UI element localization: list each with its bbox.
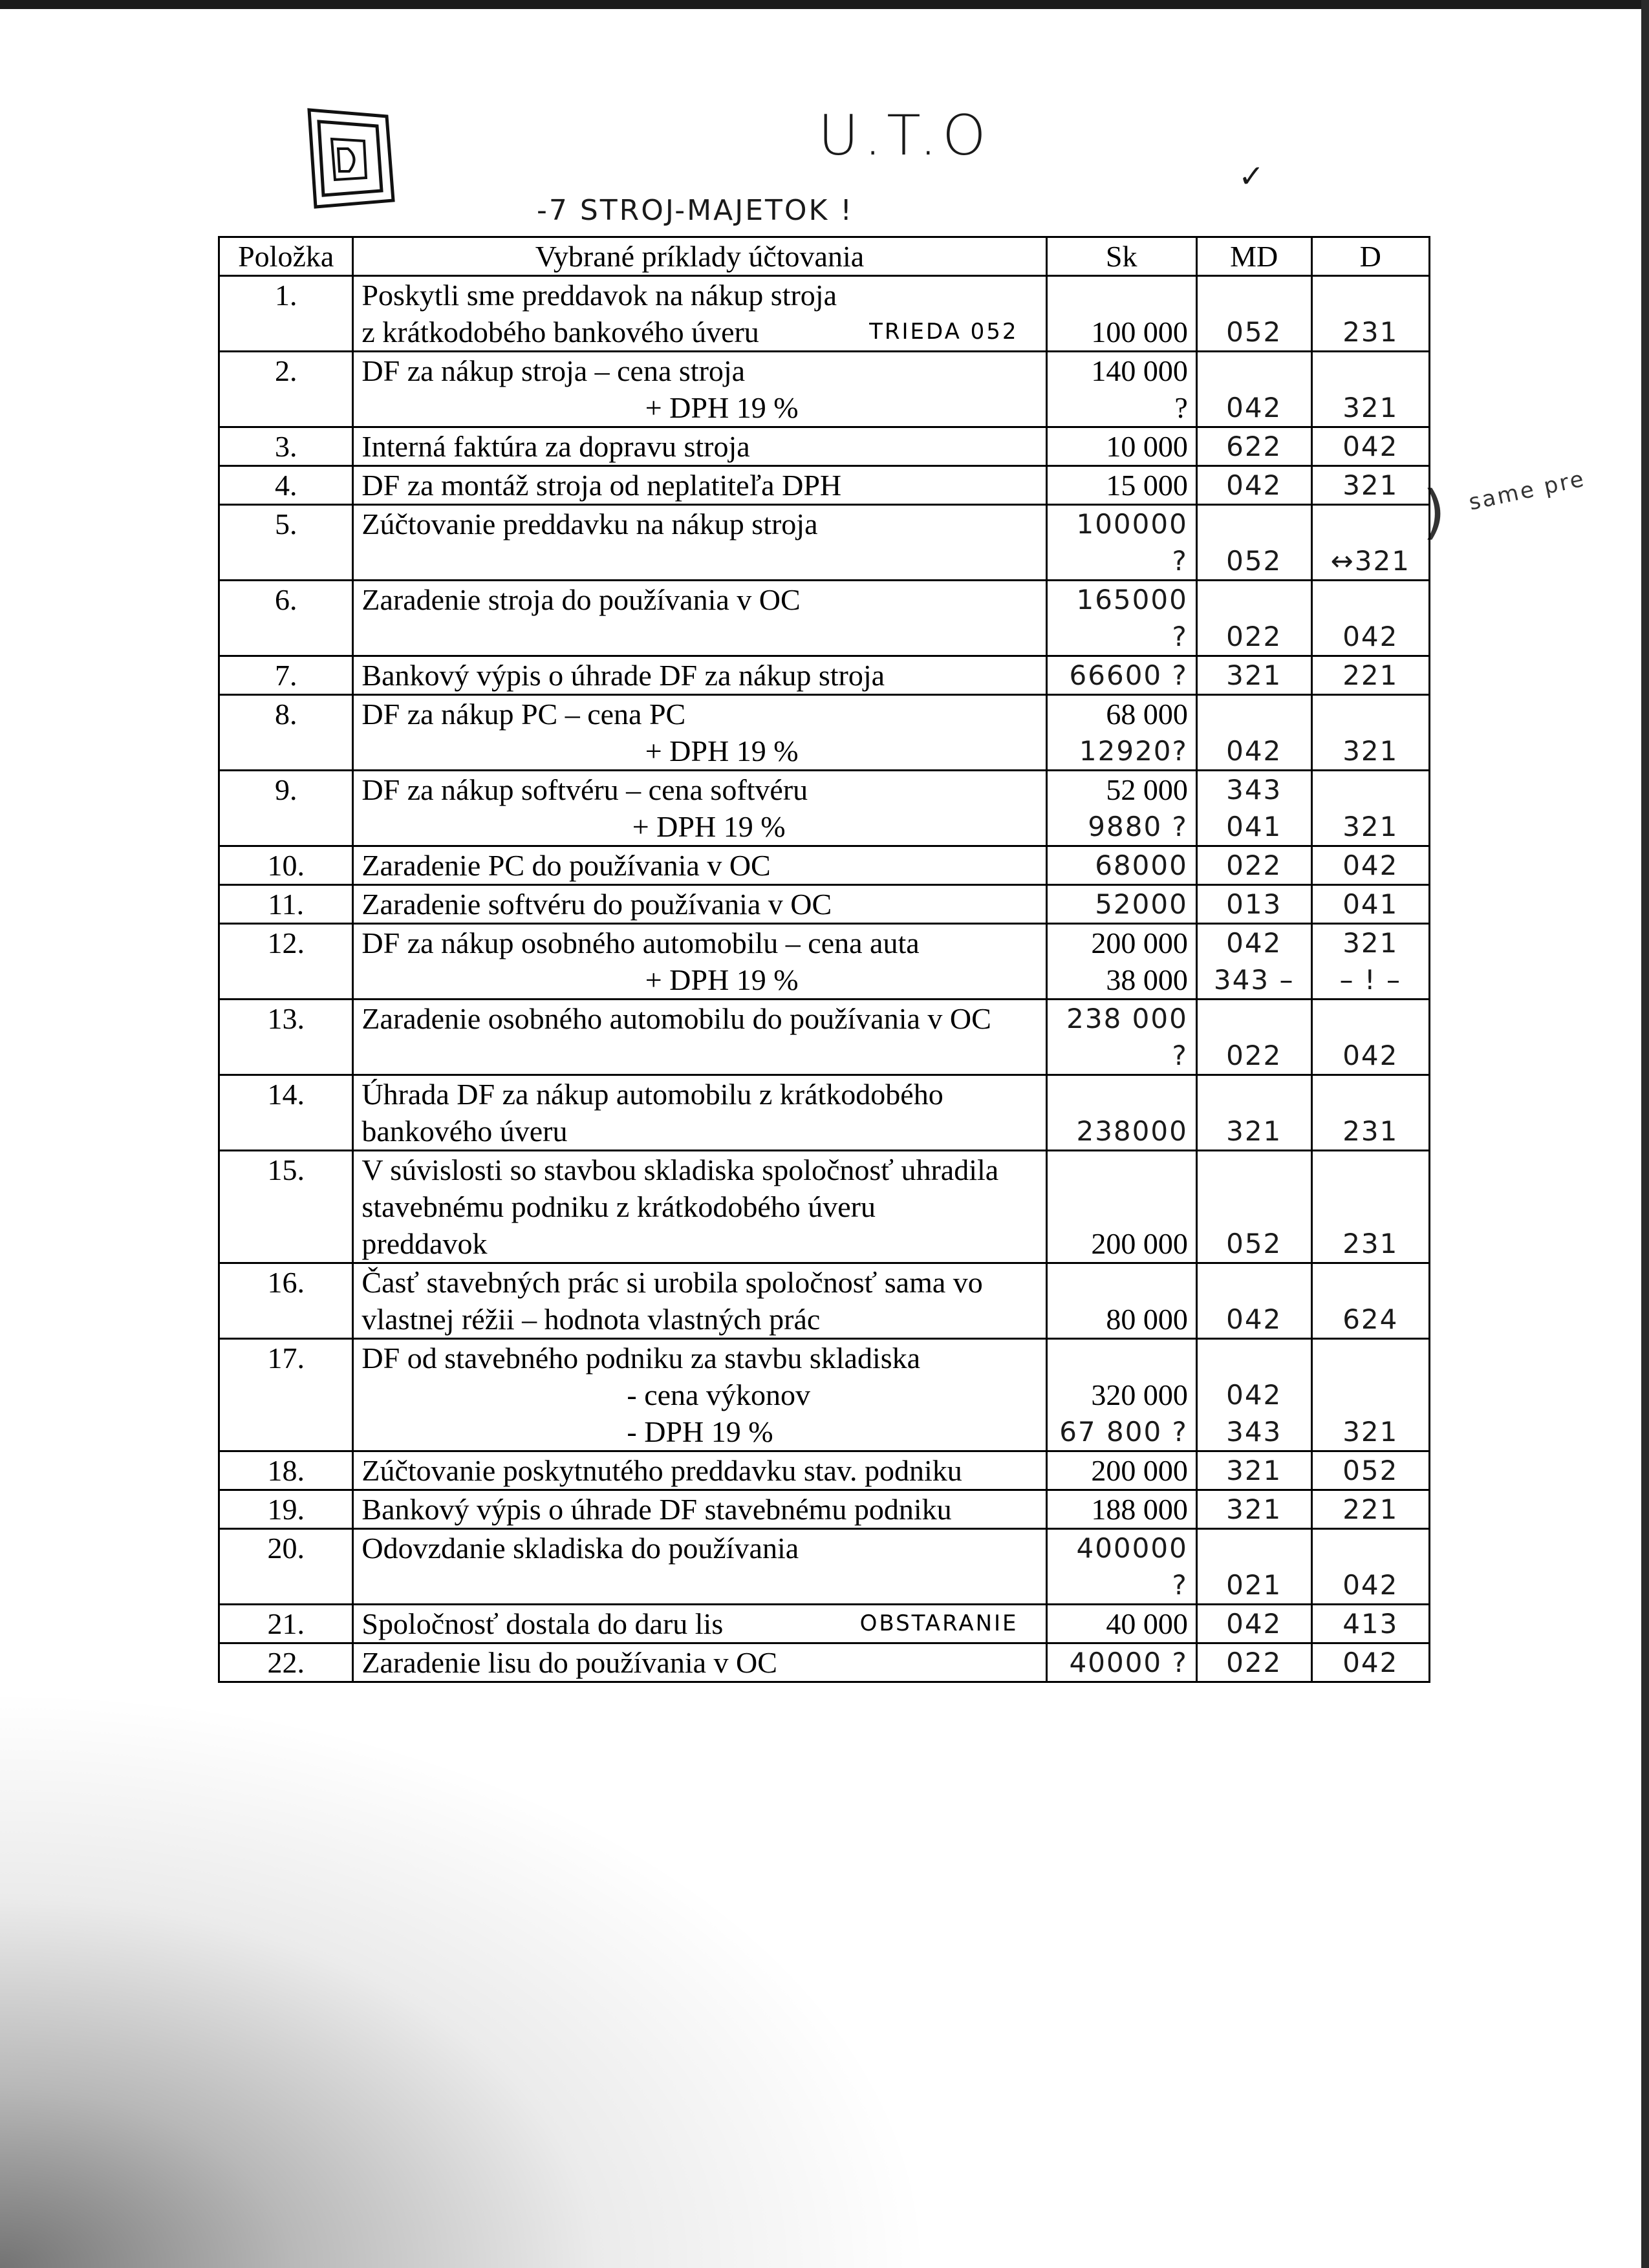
row-number: 7.: [219, 656, 353, 695]
table-body: [219, 276, 1430, 1682]
col-header-polozka: Položka: [219, 237, 353, 276]
md-value: 052: [1226, 545, 1282, 577]
row-description: [353, 924, 1046, 1000]
row-description: [353, 352, 1046, 427]
cell-md: [1196, 505, 1311, 581]
cell-d: [1311, 1451, 1429, 1490]
description-line: Zaradenie lisu do používania v OC: [361, 1646, 777, 1679]
md-value: 052: [1226, 1228, 1282, 1259]
cell-d: [1311, 1643, 1429, 1682]
cell-sk: [1046, 466, 1196, 505]
row-number: 8.: [219, 695, 353, 771]
scan-noise: [0, 1686, 938, 2268]
table-row: [219, 427, 1430, 466]
cell-md: [1196, 924, 1311, 1000]
d-value: ↔321: [1330, 545, 1410, 577]
description-line: DF od stavebného podniku za stavbu skladiska: [361, 1342, 921, 1375]
d-value: 042: [1342, 621, 1399, 652]
col-header-d: D: [1311, 237, 1429, 276]
cell-md: [1196, 276, 1311, 352]
cell-md: [1196, 1529, 1311, 1605]
description-line: Zúčtovanie preddavku na nákup stroja: [361, 508, 818, 540]
description-line: + DPH 19 %: [645, 391, 799, 424]
d-value: 042: [1342, 431, 1399, 462]
row-number: 22.: [219, 1643, 353, 1682]
description-line: DF za montáž stroja od neplatiteľa DPH: [361, 469, 842, 502]
row-number: 10.: [219, 846, 353, 885]
sk-value: 320 000: [1091, 1378, 1188, 1411]
cell-sk: [1046, 771, 1196, 846]
table-row: [219, 1000, 1430, 1075]
cell-d: [1311, 1490, 1429, 1529]
cell-md: [1196, 1151, 1311, 1263]
md-value: 022: [1226, 1647, 1282, 1678]
side-bracket: ): [1423, 478, 1448, 546]
description-line: Poskytli sme preddavok na nákup stroja: [361, 279, 837, 312]
description-line: Zaradenie osobného automobilu do používania v OC: [361, 1002, 991, 1035]
d-value: 624: [1342, 1303, 1399, 1335]
cell-md: [1196, 581, 1311, 656]
description-line: - cena výkonov: [627, 1378, 810, 1411]
cell-d: [1311, 427, 1429, 466]
sk-value: 68000: [1095, 850, 1188, 881]
d-value: 052: [1342, 1455, 1399, 1486]
description-line: Bankový výpis o úhrade DF za nákup stroja: [361, 659, 885, 692]
description-line: [361, 314, 1037, 350]
d-value: 042: [1342, 850, 1399, 881]
d-value: 321: [1342, 735, 1399, 767]
cell-sk: [1046, 1151, 1196, 1263]
row-number: 9.: [219, 771, 353, 846]
md-value: 042: [1226, 1608, 1282, 1640]
accounting-table: [218, 236, 1430, 1683]
description-line: vlastnej réžii – hodnota vlastných prác: [361, 1303, 821, 1336]
handwritten-note: OBSTARANIE: [859, 1610, 1018, 1636]
d-value: 231: [1342, 1115, 1399, 1147]
md-value: 343 –: [1213, 964, 1295, 996]
sk-value: 200 000: [1091, 926, 1188, 959]
cell-d: [1311, 846, 1429, 885]
d-value: 321: [1342, 392, 1399, 423]
cell-md: [1196, 466, 1311, 505]
scan-edge-right: [1641, 0, 1649, 2268]
sk-value: 40000 ?: [1069, 1647, 1188, 1678]
cell-d: [1311, 352, 1429, 427]
table-row: [219, 1151, 1430, 1263]
cell-sk: [1046, 1605, 1196, 1643]
d-value: 321: [1342, 811, 1399, 842]
md-value: 022: [1226, 621, 1282, 652]
row-number: 18.: [219, 1451, 353, 1490]
md-value: 042: [1226, 469, 1282, 501]
md-value: 321: [1226, 659, 1282, 691]
cell-sk: [1046, 1451, 1196, 1490]
table-row: [219, 1643, 1430, 1682]
row-description: [353, 656, 1046, 695]
row-description: [353, 276, 1046, 352]
sk-value: 400000 ?: [1076, 1532, 1188, 1601]
sk-value: 52000: [1095, 888, 1188, 920]
table-row: [219, 466, 1430, 505]
row-number: 15.: [219, 1151, 353, 1263]
cell-d: [1311, 1151, 1429, 1263]
d-value: 042: [1342, 1569, 1399, 1601]
md-value: 343: [1226, 774, 1282, 806]
md-value: 343: [1226, 1416, 1282, 1448]
sk-value: 15 000: [1106, 469, 1188, 502]
cell-md: [1196, 352, 1311, 427]
cell-sk: [1046, 924, 1196, 1000]
row-description: [353, 1451, 1046, 1490]
row-description: [353, 1075, 1046, 1151]
md-value: 022: [1226, 1040, 1282, 1071]
description-text: z krátkodobého bankového úveru: [361, 316, 759, 348]
table-row: [219, 1339, 1430, 1451]
table-row: [219, 352, 1430, 427]
cell-d: [1311, 466, 1429, 505]
table-row: [219, 1490, 1430, 1529]
description-line: Interná faktúra za dopravu stroja: [361, 430, 750, 463]
cell-d: [1311, 885, 1429, 924]
table-row: [219, 924, 1430, 1000]
description-line: Bankový výpis o úhrade DF stavebnému podniku: [361, 1493, 952, 1526]
row-description: [353, 846, 1046, 885]
d-value: 321: [1342, 927, 1399, 959]
description-line: Časť stavebných prác si urobila spoločnosť sama vo: [361, 1266, 983, 1299]
description-text: Spoločnosť dostala do daru lis: [361, 1607, 724, 1640]
row-description: [353, 885, 1046, 924]
cell-md: [1196, 695, 1311, 771]
row-number: 3.: [219, 427, 353, 466]
row-number: 11.: [219, 885, 353, 924]
row-description: [353, 1339, 1046, 1451]
description-line: DF za nákup osobného automobilu – cena auta: [361, 926, 920, 959]
top-note: -7 STROJ-MAJETOK !: [537, 194, 854, 227]
cell-d: [1311, 771, 1429, 846]
row-description: [353, 1605, 1046, 1643]
row-description: [353, 505, 1046, 581]
sk-value: 80 000: [1106, 1303, 1188, 1336]
description-line: + DPH 19 %: [632, 810, 786, 843]
row-description: [353, 1151, 1046, 1263]
md-value: 042: [1226, 1379, 1282, 1411]
cell-md: [1196, 1451, 1311, 1490]
page-title: U.T.O: [818, 103, 991, 168]
d-value: 413: [1342, 1608, 1399, 1640]
cell-sk: [1046, 427, 1196, 466]
row-number: 5.: [219, 505, 353, 581]
description-line: preddavok: [361, 1227, 488, 1260]
cell-sk: [1046, 581, 1196, 656]
cell-md: [1196, 427, 1311, 466]
table-row: [219, 581, 1430, 656]
table-row: [219, 656, 1430, 695]
md-value: 042: [1226, 927, 1282, 959]
cell-sk: [1046, 1643, 1196, 1682]
cell-d: [1311, 581, 1429, 656]
row-number: 13.: [219, 1000, 353, 1075]
md-value: 321: [1226, 1455, 1282, 1486]
sk-value: 238 000 ?: [1066, 1003, 1188, 1071]
scan-edge-top: [0, 0, 1649, 9]
sk-value: 9880 ?: [1088, 811, 1188, 842]
row-description: [353, 1529, 1046, 1605]
row-number: 1.: [219, 276, 353, 352]
table-row: [219, 1605, 1430, 1643]
md-value: 321: [1226, 1115, 1282, 1147]
d-value: 221: [1342, 659, 1399, 691]
description-line: Zaradenie softvéru do používania v OC: [361, 888, 832, 921]
row-description: [353, 1643, 1046, 1682]
cell-d: [1311, 695, 1429, 771]
table-row: [219, 1529, 1430, 1605]
d-value: 231: [1342, 316, 1399, 348]
cell-sk: [1046, 276, 1196, 352]
cell-md: [1196, 1075, 1311, 1151]
cell-md: [1196, 846, 1311, 885]
description-line: bankového úveru: [361, 1115, 568, 1148]
row-number: 20.: [219, 1529, 353, 1605]
d-value: 042: [1342, 1040, 1399, 1071]
cell-sk: [1046, 695, 1196, 771]
row-number: 2.: [219, 352, 353, 427]
row-description: [353, 695, 1046, 771]
table-row: [219, 695, 1430, 771]
sk-value: 100000 ?: [1076, 508, 1188, 577]
cell-sk: [1046, 352, 1196, 427]
row-description: [353, 1490, 1046, 1529]
d-value: 041: [1342, 888, 1399, 920]
sk-value: 200 000: [1091, 1454, 1188, 1487]
sk-value: 68 000: [1106, 698, 1188, 731]
table-row: [219, 846, 1430, 885]
description-line: V súvislosti so stavbou skladiska spoločnosť uhradila: [361, 1153, 999, 1186]
row-description: [353, 466, 1046, 505]
sk-value: 52 000: [1106, 773, 1188, 806]
sk-value: 100 000: [1091, 316, 1188, 348]
sk-value: 66600 ?: [1069, 659, 1188, 691]
col-header-md: MD: [1196, 237, 1311, 276]
table-row: [219, 505, 1430, 581]
cell-md: [1196, 1490, 1311, 1529]
row-number: 21.: [219, 1605, 353, 1643]
description-line: - DPH 19 %: [627, 1415, 773, 1448]
cell-sk: [1046, 1339, 1196, 1451]
cell-sk: [1046, 1263, 1196, 1339]
row-number: 14.: [219, 1075, 353, 1151]
cell-sk: [1046, 1490, 1196, 1529]
cell-d: [1311, 1000, 1429, 1075]
md-value: 042: [1226, 1303, 1282, 1335]
sk-value: 12920?: [1079, 735, 1188, 767]
side-note: same pre: [1466, 465, 1588, 516]
row-description: [353, 427, 1046, 466]
cell-md: [1196, 1263, 1311, 1339]
cell-sk: [1046, 846, 1196, 885]
md-value: 042: [1226, 392, 1282, 423]
d-value: – ! –: [1339, 964, 1402, 996]
cell-sk: [1046, 1075, 1196, 1151]
row-number: 6.: [219, 581, 353, 656]
d-logo-sketch: [303, 103, 400, 213]
md-value: 013: [1226, 888, 1282, 920]
handwritten-note: TRIEDA 052: [869, 319, 1018, 345]
cell-md: [1196, 1605, 1311, 1643]
sk-value: 200 000: [1091, 1227, 1188, 1260]
cell-sk: [1046, 1000, 1196, 1075]
cell-sk: [1046, 656, 1196, 695]
sk-value: 188 000: [1091, 1493, 1188, 1526]
description-line: stavebnému podniku z krátkodobého úveru: [361, 1190, 876, 1223]
table-row: [219, 1451, 1430, 1490]
table-row: [219, 276, 1430, 352]
sk-value: 38 000: [1106, 963, 1188, 996]
table-row: [219, 885, 1430, 924]
description-line: DF za nákup PC – cena PC: [361, 698, 686, 731]
cell-d: [1311, 1605, 1429, 1643]
row-number: 16.: [219, 1263, 353, 1339]
description-line: Odovzdanie skladiska do používania: [361, 1532, 799, 1565]
description-line: Zúčtovanie poskytnutého preddavku stav. podniku: [361, 1454, 962, 1487]
row-number: 12.: [219, 924, 353, 1000]
sk-value: 10 000: [1106, 430, 1188, 463]
md-value: 022: [1226, 850, 1282, 881]
sk-value: 238000: [1076, 1115, 1188, 1147]
cell-d: [1311, 276, 1429, 352]
description-line: Úhrada DF za nákup automobilu z krátkodobého: [361, 1078, 943, 1111]
cell-sk: [1046, 1529, 1196, 1605]
cell-sk: [1046, 885, 1196, 924]
cell-md: [1196, 1339, 1311, 1451]
sk-value: 67 800 ?: [1059, 1416, 1188, 1448]
description-line: DF za nákup softvéru – cena softvéru: [361, 773, 808, 806]
md-value: 622: [1226, 431, 1282, 462]
sk-value: 40 000: [1106, 1607, 1188, 1640]
table-header-row: [219, 237, 1430, 276]
row-description: [353, 1000, 1046, 1075]
d-value: 221: [1342, 1493, 1399, 1525]
description-line: Zaradenie stroja do používania v OC: [361, 583, 801, 616]
description-line: [361, 1605, 1037, 1642]
col-header-sk: Sk: [1046, 237, 1196, 276]
md-value: 052: [1226, 316, 1282, 348]
md-value: 041: [1226, 811, 1282, 842]
row-number: 17.: [219, 1339, 353, 1451]
cell-d: [1311, 1263, 1429, 1339]
d-value: 231: [1342, 1228, 1399, 1259]
description-line: + DPH 19 %: [645, 963, 799, 996]
description-line: + DPH 19 %: [645, 734, 799, 767]
sk-value: 165000 ?: [1076, 584, 1188, 652]
cell-d: [1311, 505, 1429, 581]
cell-md: [1196, 656, 1311, 695]
row-number: 19.: [219, 1490, 353, 1529]
cell-md: [1196, 1643, 1311, 1682]
cell-d: [1311, 924, 1429, 1000]
d-value: 321: [1342, 469, 1399, 501]
cell-md: [1196, 1000, 1311, 1075]
row-number: 4.: [219, 466, 353, 505]
d-value: 042: [1342, 1647, 1399, 1678]
table-row: [219, 1263, 1430, 1339]
row-description: [353, 771, 1046, 846]
description-line: Zaradenie PC do používania v OC: [361, 849, 771, 882]
d-value: 321: [1342, 1416, 1399, 1448]
cell-d: [1311, 656, 1429, 695]
col-header-description: Vybrané príklady účtovania: [353, 237, 1046, 276]
row-description: [353, 581, 1046, 656]
sk-value: 140 000: [1091, 354, 1188, 387]
cell-md: [1196, 771, 1311, 846]
check-mark: ✓: [1238, 158, 1267, 195]
description-line: DF za nákup stroja – cena stroja: [361, 354, 746, 387]
table-row: [219, 771, 1430, 846]
md-value: 042: [1226, 735, 1282, 767]
row-description: [353, 1263, 1046, 1339]
cell-d: [1311, 1075, 1429, 1151]
md-value: 321: [1226, 1493, 1282, 1525]
sk-value: ?: [1174, 391, 1188, 424]
cell-d: [1311, 1529, 1429, 1605]
cell-d: [1311, 1339, 1429, 1451]
cell-md: [1196, 885, 1311, 924]
cell-sk: [1046, 505, 1196, 581]
table-row: [219, 1075, 1430, 1151]
md-value: 021: [1226, 1569, 1282, 1601]
